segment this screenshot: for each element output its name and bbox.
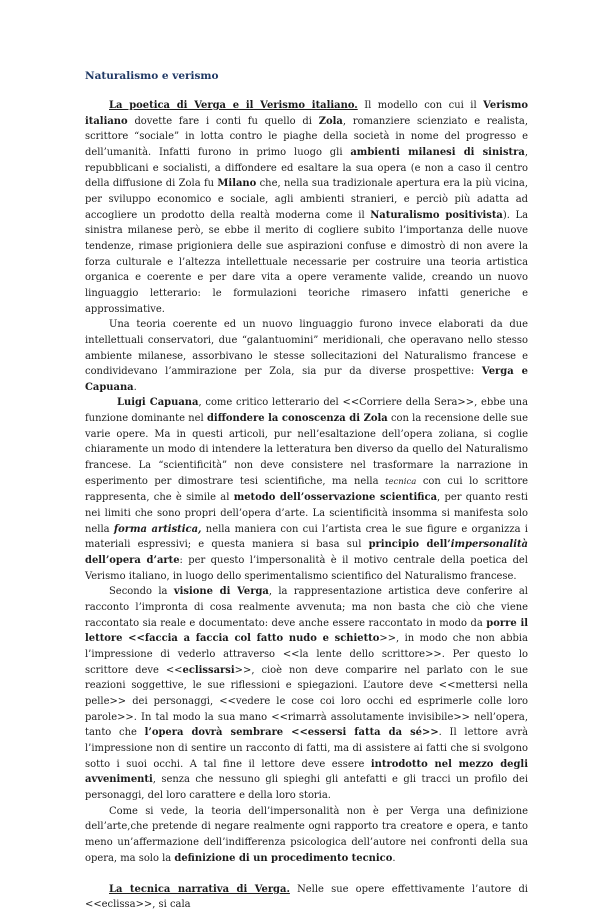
bold-text: Verga e Capuana bbox=[85, 366, 528, 393]
text-run: : per questo l’impersonalità è il motivo centrale della poetica del Verismo italiano, in luogo dello sperimentalismo scientifico del Naturalismo francese. bbox=[85, 555, 528, 582]
text-run: che, nella sua tradizionale apertura era la più vicina, per sviluppo economico e sociale, agli ambienti stranieri, e perciò più adatta ad accogliere un prodotto della realtà moderna come il bbox=[85, 178, 528, 221]
bold-text: introdotto nel mezzo degli avvenimenti bbox=[85, 758, 528, 786]
text-run: dovette fare i conti fu quello di bbox=[127, 115, 319, 127]
paragraph bbox=[85, 584, 528, 803]
text-run: ). La sinistra milanese però, se ebbe il merito di cogliere subito l’importanza delle nuove tendenze, rimase prigioniera delle sue aspirazioni confuse e dimostrò di non avere la forza culturale e l’altezza intellettuale necessarie per costruire una teoria artistica organica e coerente e per dare vita a opere veramente valide, creando un nuovo linguaggio letterario: le formulazioni teoriche rimasero infatti generiche e approssimative. bbox=[85, 209, 529, 315]
text-run: , come critico letterario del <<Corriere della Sera>>, ebbe una funzione dominante nel bbox=[85, 397, 529, 425]
emphasis bbox=[114, 524, 202, 535]
text-run: con la recensione delle sue varie opere. Ma in questi articoli, pur nell’esaltazione dell’opera zoliana, si coglie chiaramente un modo di intendere la letteratura ben diverso da quello del Naturalismo francese. La “scientificità” non deve consistere nel trasformare la narrazione in esperimento per dimostrare tesi scientifiche, ma nella bbox=[85, 413, 528, 487]
text-run: nella maniera con cui l’artista crea le sue figure e organizza i materiali espressivi; e questa maniera si basa sul bbox=[85, 523, 528, 551]
bold-text: Zola bbox=[318, 115, 343, 127]
bold-italic-text: impersonalità bbox=[450, 539, 528, 551]
section-heading: La tecnica narrativa di Verga. bbox=[109, 883, 290, 895]
bold-text: metodo dell’osservazione scientifica bbox=[233, 492, 438, 504]
bold-text: diffondere la conoscenza di Zola bbox=[206, 413, 388, 425]
bold-text: Luigi Capuana bbox=[117, 397, 199, 409]
text-run: . bbox=[392, 852, 396, 864]
bold-text: definizione di un procedimento tecnico bbox=[174, 852, 393, 864]
text-run: Il modello con cui il bbox=[357, 100, 484, 111]
emphasis bbox=[451, 539, 528, 550]
bold-text: Verismo italiano bbox=[85, 100, 528, 127]
text-run: . bbox=[133, 381, 137, 393]
bold-text: visione di Verga bbox=[173, 586, 269, 598]
bold-text: ambienti milanesi di sinistra bbox=[350, 146, 525, 158]
text-run: Secondo la bbox=[109, 586, 174, 598]
bold-text: Naturalismo positivista bbox=[370, 209, 503, 221]
text-run: Nelle sue opere effettivamente l’autore di <<eclissa>>, si cala bbox=[85, 883, 528, 911]
bold-text: eclissarsi bbox=[182, 664, 235, 676]
text-run: , per quanto resti nei limiti che sono propri dell’opera d’arte. La scientificità insomma si manifesta solo nella bbox=[85, 492, 528, 535]
text-run: , senza che nessuno gli spieghi gli antefatti e gli tracci un profilo dei personaggi, del loro carattere e della loro storia. bbox=[85, 774, 528, 801]
document-title: Naturalismo e verismo bbox=[85, 70, 219, 82]
bold-text: porre il lettore <<faccia a faccia col fatto nudo e schietto bbox=[85, 617, 528, 645]
text-run: Come si vede, la teoria dell’impersonalità non è per Verga una definizione dell’arte,che pretende di negare realmente ogni rapporto tra creatore e opera, e tanto meno un’affermazione dell’indifferenza psicologica dell’autore nei confronti della sua opera, ma solo la bbox=[85, 805, 528, 864]
italic-term: tecnica bbox=[385, 476, 417, 487]
bold-text: dell’opera d’arte bbox=[85, 555, 180, 567]
text-run: Una teoria coerente ed un nuovo linguaggio furono invece elaborati da due intellettuali conservatori, due “galantuomini” meridionali, che operavano nello stesso ambiente milanese, assorbivano le stesse sollecitazioni del Naturalismo francese e condividevano l’ammirazione per Zola, sia pur da diverse prospettive: bbox=[85, 319, 528, 378]
paragraph bbox=[85, 98, 528, 317]
text-run: , repubblicani e socialisti, a diffondere ed esaltare la sua opera (e non a caso il centro della diffusione di Zola fu bbox=[85, 146, 528, 190]
text-run: >>, cioè non deve comparire nel parlato con le sue reazioni soggettive, le sue riflessioni e spiegazioni. L’autore deve <<mettersi nella pelle>> dei personaggi, <<vedere le cose coi loro occhi ed esprimerle colle loro parole>>. In tal modo la sua mano <<rimarrà assolutamente invisibile>> nell’opera, tanto che bbox=[85, 664, 528, 739]
text-run: , romanziere scienziato e realista, scrittore “sociale” in lotta contro le piaghe della società in nome del progresso e dell’umanità. Infatti furono in primo luogo gli bbox=[85, 115, 528, 158]
text-run: , la rappresentazione artistica deve conferire al racconto l’impronta di cosa realmente avvenuta; ma non basta che ciò che viene raccontato sia reale e documentato: deve anche essere raccontato in modo da bbox=[85, 586, 528, 629]
text-run: . Il lettore avrà l’impressione non di sentire un racconto di fatti, ma di assistere ai fatti che si svolgono sotto i suoi occhi. A tal fine il lettore deve essere bbox=[85, 727, 528, 770]
bold-text: l’opera dovrà sembrare <<essersi fatta da sé>> bbox=[144, 727, 439, 739]
document-body bbox=[85, 98, 528, 913]
paragraph bbox=[85, 317, 528, 395]
paragraph bbox=[85, 882, 528, 913]
section-heading: La poetica di Verga e il Verismo italiano. bbox=[109, 100, 358, 111]
bold-text: principio dell’ bbox=[368, 539, 451, 551]
text-run: >>, in modo che non abbia l’impressione di vederlo attraverso <<la lente dello scrittore>>. Per questo lo scrittore deve << bbox=[85, 633, 528, 676]
paragraph bbox=[85, 804, 528, 867]
bold-italic-text: forma artistica, bbox=[113, 523, 202, 535]
paragraph bbox=[85, 395, 528, 584]
bold-text: Milano bbox=[217, 178, 257, 190]
text-run: con cui lo scrittore rappresenta, che è simile al bbox=[85, 475, 528, 504]
